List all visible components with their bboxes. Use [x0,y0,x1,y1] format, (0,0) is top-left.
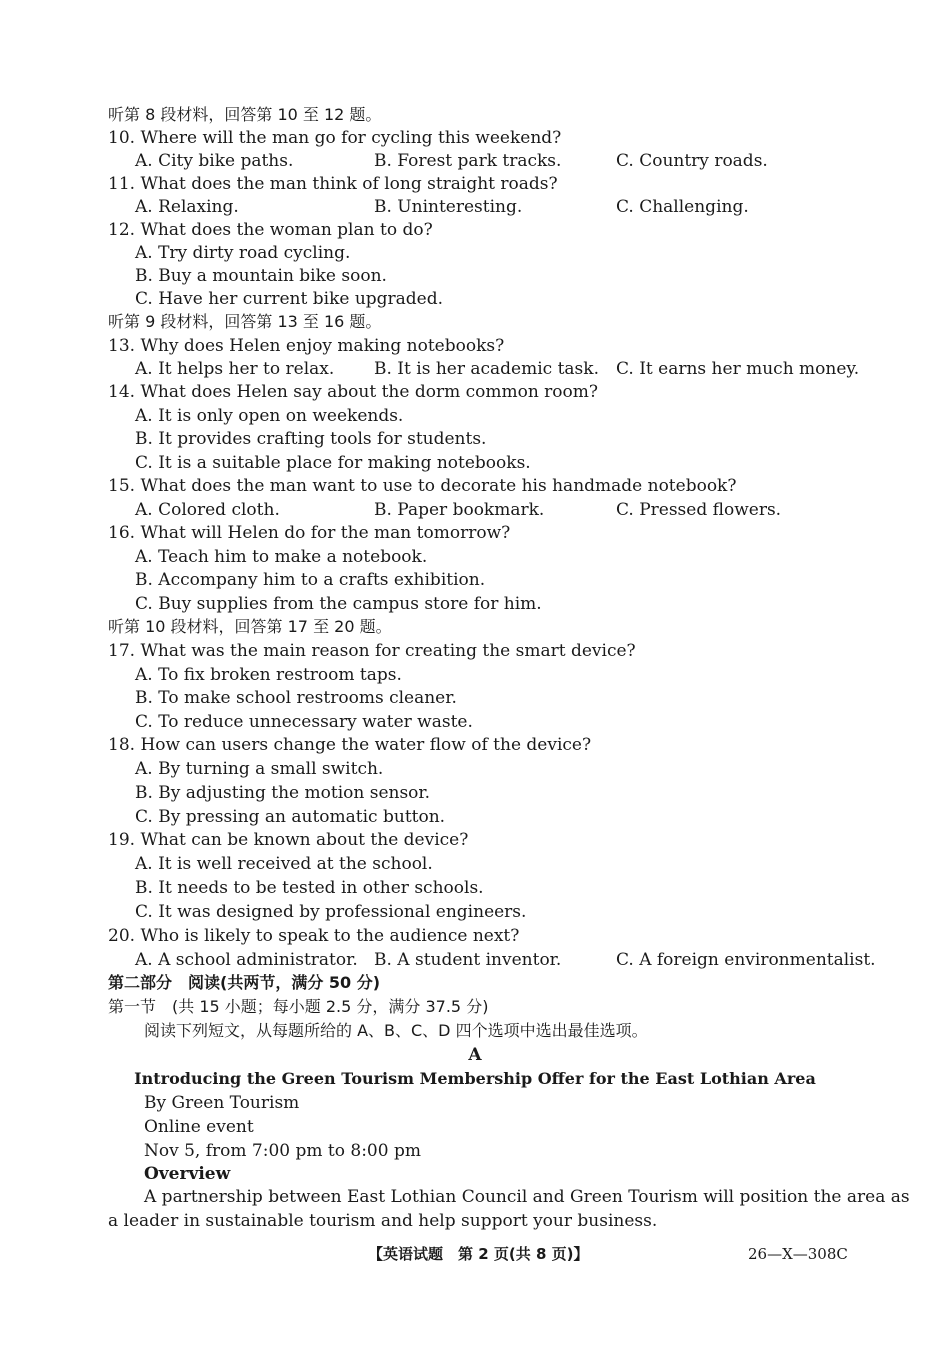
q14-option-c: C. It is a suitable place for making notebooks. [135,453,531,473]
q16-option-b: B. Accompany him to a crafts exhibition. [135,570,486,590]
part-2-title: 第二部分 阅读(共两节，满分 50 分) [108,973,381,992]
q15-option-a: A. Colored cloth. [135,500,280,520]
q10-option-c: C. Country roads. [616,151,768,171]
q13-option-b: B. It is her academic task. [374,359,599,379]
q19-option-b: B. It needs to be tested in other schools. [135,878,484,898]
q20-option-a: A. A school administrator. [135,950,358,970]
q11-option-a: A. Relaxing. [135,197,239,217]
passage-event-type: Online event [144,1117,254,1137]
question-16: 16. What will Helen do for the man tomorrow? [108,523,511,543]
overview-line-2: a leader in sustainable tourism and help support your business. [108,1211,658,1231]
question-11: 11. What does the man think of long straight roads? [108,174,558,194]
q18-option-b: B. By adjusting the motion sensor. [135,783,431,803]
q11-option-c: C. Challenging. [616,197,749,217]
q17-option-a: A. To fix broken restroom taps. [135,665,402,685]
q17-option-c: C. To reduce unnecessary water waste. [135,712,473,732]
page-footer-label: 【英语试题 第 2 页(共 8 页)】 [368,1245,589,1263]
question-12: 12. What does the woman plan to do? [108,220,433,240]
q19-option-a: A. It is well received at the school. [135,854,433,874]
q10-option-a: A. City bike paths. [135,151,294,171]
question-10: 10. Where will the man go for cycling this weekend? [108,128,562,148]
section-10-intro: 听第 10 段材料，回答第 17 至 20 题。 [108,617,392,636]
q14-option-a: A. It is only open on weekends. [135,406,404,426]
q20-option-b: B. A student inventor. [374,950,562,970]
passage-title: Introducing the Green Tourism Membership Offer for the East Lothian Area [134,1069,816,1088]
section-1-title: 第一节 (共 15 小题；每小题 2.5 分，满分 37.5 分) [108,997,489,1016]
q10-option-b: B. Forest park tracks. [374,151,562,171]
section-9-intro: 听第 9 段材料，回答第 13 至 16 题。 [108,312,382,331]
overview-heading: Overview [144,1164,231,1184]
q16-option-a: A. Teach him to make a notebook. [135,547,428,567]
q19-option-c: C. It was designed by professional engineers. [135,902,527,922]
overview-line-1: A partnership between East Lothian Council and Green Tourism will position the area as [144,1187,910,1207]
section-1-instructions: 阅读下列短文，从每题所给的 A、B、C、D 四个选项中选出最佳选项。 [144,1021,648,1040]
q18-option-a: A. By turning a small switch. [135,759,384,779]
section-8-intro: 听第 8 段材料，回答第 10 至 12 题。 [108,105,382,124]
q11-option-b: B. Uninteresting. [374,197,523,217]
passage-author: By Green Tourism [144,1093,300,1113]
question-20: 20. Who is likely to speak to the audience next? [108,926,520,946]
q12-option-c: C. Have her current bike upgraded. [135,289,444,309]
q15-option-c: C. Pressed flowers. [616,500,782,520]
q20-option-c: C. A foreign environmentalist. [616,950,876,970]
q14-option-b: B. It provides crafting tools for students. [135,429,487,449]
question-15: 15. What does the man want to use to decorate his handmade notebook? [108,476,737,496]
question-14: 14. What does Helen say about the dorm common room? [108,382,599,402]
q13-option-c: C. It earns her much money. [616,359,860,379]
question-19: 19. What can be known about the device? [108,830,469,850]
question-18: 18. How can users change the water flow of the device? [108,735,592,755]
passage-letter: A [468,1045,482,1065]
question-13: 13. Why does Helen enjoy making notebooks? [108,336,505,356]
q12-option-a: A. Try dirty road cycling. [135,243,351,263]
q13-option-a: A. It helps her to relax. [135,359,335,379]
passage-event-time: Nov 5, from 7:00 pm to 8:00 pm [144,1141,421,1161]
q12-option-b: B. Buy a mountain bike soon. [135,266,387,286]
question-17: 17. What was the main reason for creating the smart device? [108,641,636,661]
q15-option-b: B. Paper bookmark. [374,500,545,520]
exam-code: 26—X—308C [748,1245,848,1263]
q18-option-c: C. By pressing an automatic button. [135,807,446,827]
q16-option-c: C. Buy supplies from the campus store for him. [135,594,542,614]
q17-option-b: B. To make school restrooms cleaner. [135,688,457,708]
